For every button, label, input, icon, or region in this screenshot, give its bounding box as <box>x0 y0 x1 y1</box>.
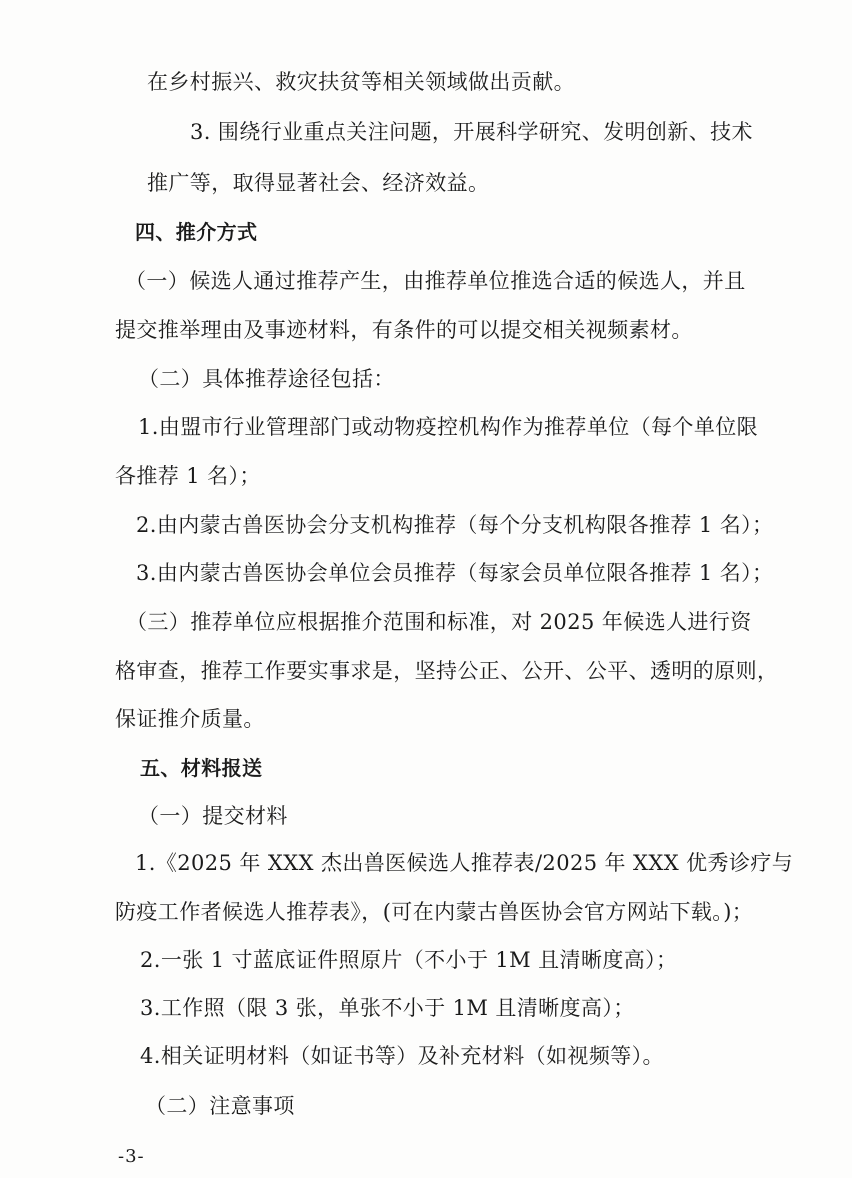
body-text-line: （一）候选人通过推荐产生，由推荐单位推选合适的候选人，并且 <box>125 269 746 293</box>
list-item-line: 3.由内蒙古兽医协会单位会员推荐（每家会员单位限各推荐 1 名）； <box>136 561 774 585</box>
list-item-line: 2.由内蒙古兽医协会分支机构推荐（每个分支机构限各推荐 1 名）； <box>136 513 774 537</box>
body-text-line: 在乡村振兴、救灾扶贫等相关领域做出贡献。 <box>147 70 575 94</box>
body-text-line: 提交推举理由及事迹材料，有条件的可以提交相关视频素材。 <box>115 318 693 342</box>
list-item-line: 1.《2025 年 XXX 杰出兽医候选人推荐表/2025 年 XXX 优秀诊疗与 <box>135 851 794 875</box>
list-item-line: 4.相关证明材料（如证书等）及补充材料（如视频等）。 <box>140 1044 664 1068</box>
list-item-line: 3. 围绕行业重点关注问题，开展科学研究、发明创新、技术 <box>190 120 753 144</box>
section-heading: 五、材料报送 <box>140 756 263 780</box>
list-item-line: 3.工作照（限 3 张，单张不小于 1M 且清晰度高）； <box>140 996 635 1020</box>
body-text-line: 保证推介质量。 <box>115 707 265 731</box>
body-text-line: 防疫工作者候选人推荐表》，(可在内蒙古兽医协会官方网站下载。)； <box>115 900 754 924</box>
section-heading: 四、推介方式 <box>135 220 258 244</box>
body-text-line: （三）推荐单位应根据推介范围和标准，对 2025 年候选人进行资 <box>126 610 752 634</box>
page-number: -3- <box>118 1146 145 1167</box>
body-text-line: 推广等，取得显著社会、经济效益。 <box>147 171 490 195</box>
subsection-heading: （二）注意事项 <box>145 1094 295 1118</box>
subsection-heading: （二）具体推荐途径包括： <box>138 367 395 391</box>
body-text-line: 各推荐 1 名）； <box>115 464 261 488</box>
subsection-heading: （一）提交材料 <box>138 804 288 828</box>
body-text-line: 格审查，推荐工作要实事求是，坚持公正、公开、公平、透明的原则， <box>115 659 779 683</box>
list-item-line: 2.一张 1 寸蓝底证件照原片（不小于 1M 且清晰度高）； <box>140 948 678 972</box>
list-item-line: 1.由盟市行业管理部门或动物疫控机构作为推荐单位（每个单位限 <box>138 415 759 439</box>
